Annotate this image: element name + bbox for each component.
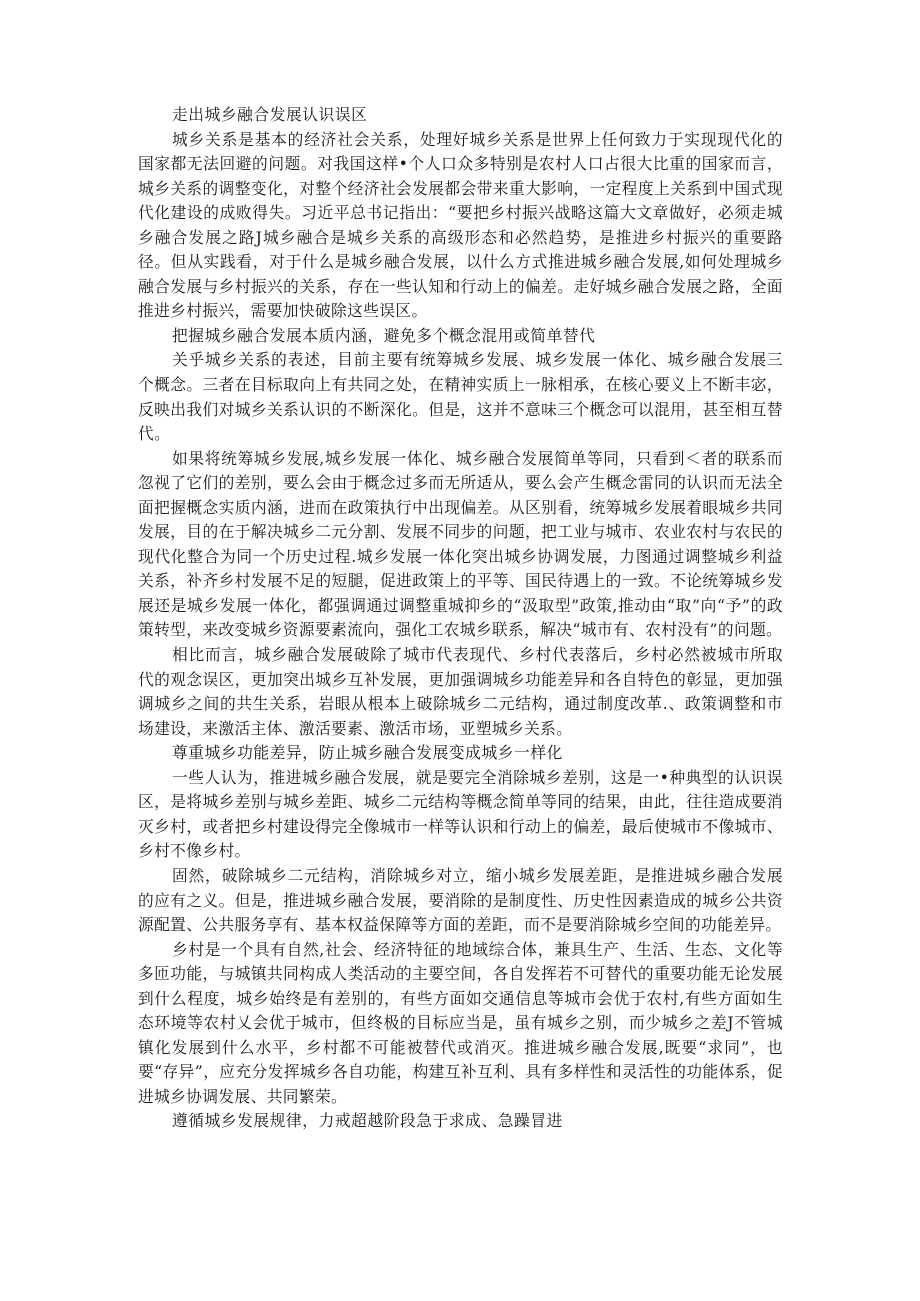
section-2-paragraph-3: 乡村是一个具有自然,社会、经济特征的地域综合体，兼具生产、生活、生态、文化等多匝功能，与城镇共同构成人类活动的主要空间，各自发挥若不可替代的重要功能无论发展到什么程度，城乡始终是有差别的，有些方面如交通信息等城市会优于农村,有些方面如生态环境等农村乂会优于城市，但终极的目标应当是，虽有城乡之别，而少城乡之差J不管城镇化发展到什么水平，乡村都不可能被替代或消灭。推进城乡融合发展,既要“求同”，也要“存异”，应充分发挥城乡各自功能，构建互补互利、具有多样性和灵活性的功能体系，促进城乡协调发展、共同繁荣。 — [138, 939, 783, 1106]
intro-paragraph: 城乡关系是基本的经济社会关系，处理好城乡关系是世界上任何致力于实现现代化的国家都无法回避的问题。对我国这样•个人口众多特别是农村人口占很大比重的国家而言，城乡关系的调整变化，对整个经济社会发展都会带来重大影响，一定程度上关系到中国式现代化建设的成败得失。习近平总书记指出：“要把乡村振兴战略这篇大文章做好，必须走城乡融合发展之路J城乡融合是城乡关系的高级形态和必然趋势，是推进乡村振兴的重要路径。但从实践看，对于什么是城乡融合发展，以什么方式推进城乡融合发展,如何处理城乡融合发展与乡村振兴的关系，存在一些认知和行动上的偏差。走好城乡融合发展之路，全面推进乡村振兴，需要加快破除这些误区。 — [138, 129, 783, 321]
section-1-paragraph-3: 相比而言，城乡融合发展破除了城市代表现代、乡村代表落后，乡村必然被城市所取代的观念误区，更加突出城乡互补发展，更加强调城乡功能差异和各自特色的彰显，更加强调城乡之间的共生关系，岩眼从根本上破除城乡二元结构，通过制度改革.、政策调整和市场建设，来激活主体、激活要素、激活市场，亚塑城乡关系。 — [138, 645, 783, 738]
section-heading-2: 尊重城乡功能差异，防止城乡融合发展变成城乡一样化 — [172, 743, 563, 763]
section-2-paragraph-2: 固然，破除城乡二元结构，消除城乡对立，缩小城乡发展差距，是推进城乡融合发展的应有之义。但是，推进城乡融合发展，要消除的是制度性、历史性因素造成的城乡公共资源配置、公共服务享有、基本权益保障等方面的差距，而不是要消除城乡空间的功能差异。 — [138, 865, 783, 935]
document-page — [138, 103, 783, 1134]
section-2-paragraph-1: 一些人认为，推进城乡融合发展，就是要完全消除城乡差别，这是一•种典型的认识误区，是将城乡差别与城乡差距、城乡二元结构等概念简单等同的结果，由此，往往造成要消灭乡村，或者把乡村建设得完全像城市一样等认识和行动上的偏差，最后使城市不像城市、乡村不像乡村。 — [138, 767, 783, 861]
section-heading-1: 把握城乡融合发展本质内涵，避免多个概念混用或简单替代 — [172, 325, 596, 345]
article-title: 走出城乡融合发展认识误区 — [172, 105, 368, 124]
section-1-paragraph-2: 如果将统筹城乡发展,城乡发展一体化、城乡融合发展简单等同，只看到＜者的联系而忽视了它们的差别，要么会由于概念过多而无所适从，要么会产生概念雷同的认识而无法全面把握概念实质内涵，进而在政策执行中出现偏差。从区别看，统筹城乡发展着眼城乡共同发展，目的在于解决城乡二元分割、发展不同步的问题，把工业与城市、农业农村与农民的现代化整合为同一个历史过程.城乡发展一体化突出城乡协调发展，力图通过调整城乡利益关系，补齐乡村发展不足的短腿，促进政策上的平等、国民待遇上的一致。不论统筹城乡发展还是城乡发展一体化，都强调通过调整重城抑乡的“汲取型”政策,推动由“取”向“予”的政策转型，来改变城乡资源要素流向，强化工农城乡联系，解决“城市有、农村没有”的问题。 — [138, 448, 783, 640]
section-heading-3: 遵循城乡发展规律，力戒超越阶段急于求成、急躁冒进 — [172, 1111, 563, 1131]
section-1-paragraph-1: 关乎城乡关系的表述，目前主要有统筹城乡发展、城乡发展一体化、城乡融合发展三个概念。三者在目标取向上有共同之处，在精神实质上一脉相承，在核心要义上不断丰宓，反映出我们对城乡关系认识的不断深化。但是，这并不意味三个概念可以混用，甚至相互替代。 — [138, 350, 783, 444]
